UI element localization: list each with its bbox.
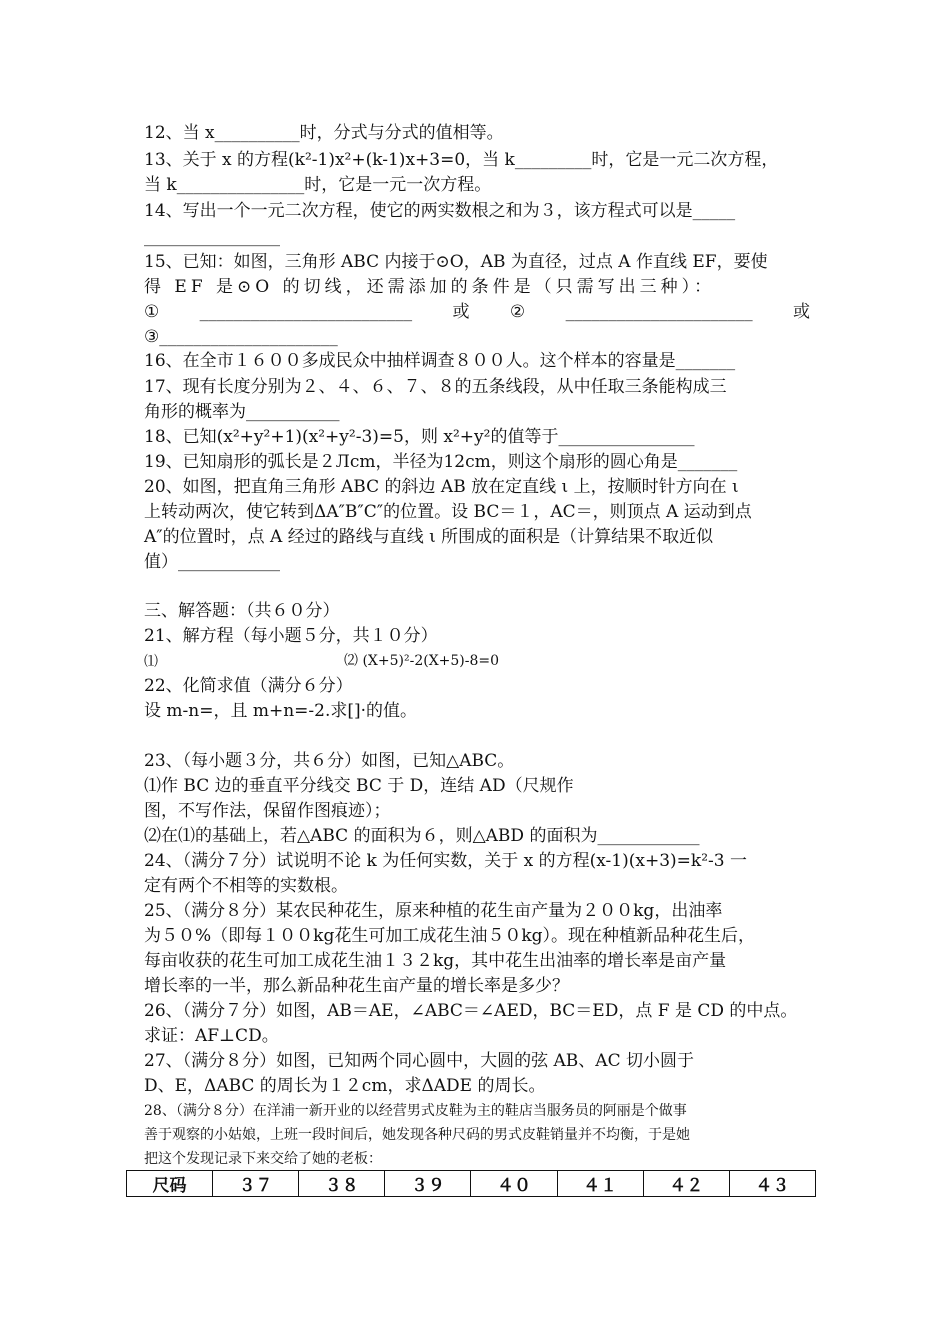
question-16: 16、在全市１６００多成民众中抽样调查８００人。这个样本的容量是_______ <box>144 351 736 371</box>
section-heading: 三、解答题：（共６０分） <box>144 601 340 621</box>
question-13: 13、关于 x 的方程(k²-1)x²+(k-1)x+3=0，当 k_________时，它是一元二次方程， <box>144 150 779 170</box>
question-25: 25、（满分８分）某农民种花生，原来种植的花生亩产量为２００kg，出油率 <box>144 901 723 921</box>
question-26: 26、（满分７分）如图，AB＝AE，∠ABC＝∠AED，BC＝ED，点 F 是 CD 的中点。 <box>144 1001 798 1021</box>
question-20-cont-2: A″的位置时，点 A 经过的路线与直线 ι 所围成的面积是（计算结果不取近似 <box>144 527 714 547</box>
question-13-cont: 当 k_______________时，它是一元一次方程。 <box>144 175 492 195</box>
option-2-mark: ② <box>509 302 526 322</box>
question-21: 21、解方程（每小题５分，共１０分） <box>144 626 438 646</box>
question-23-part-1-cont: 图，不写作法，保留作图痕迹）； <box>144 801 391 821</box>
question-15-cont: 得 EF 是⊙O 的切线，还需添加的条件是（只需写出三种）： <box>144 277 716 297</box>
question-20-cont-3: 值）____________ <box>144 552 280 572</box>
question-25-cont-2: 每亩收获的花生可加工成花生油１３２kg，其中花生出油率的增长率是亩产量 <box>144 951 727 971</box>
part-1: ⑴ <box>144 654 158 670</box>
question-21-parts <box>144 650 500 673</box>
question-28-cont-1: 善于观察的小姑娘，上班一段时间后，她发现各种尺码的男式皮鞋销量并不均衡，于是她 <box>144 1127 690 1143</box>
question-19: 19、已知扇形的弧长是２Лcm，半径为12cm，则这个扇形的圆心角是_______ <box>144 452 738 472</box>
question-27: 27、（满分８分）如图，已知两个同心圆中，大圆的弦 AB、AC 切小圆于 <box>144 1051 694 1071</box>
question-24-cont: 定有两个不相等的实数根。 <box>144 876 348 896</box>
question-28-cont-2: 把这个发现记录下来交给了她的老板： <box>144 1151 382 1167</box>
size-cell: ４１ <box>557 1171 643 1197</box>
or-2: 或 <box>792 302 810 322</box>
size-cell: ３７ <box>213 1171 299 1197</box>
question-26-cont: 求证：AF⊥CD。 <box>144 1026 279 1046</box>
question-25-cont-3: 增长率的一半，那么新品种花生亩产量的增长率是多少？ <box>144 976 569 996</box>
question-22: 22、化简求值（满分６分） <box>144 676 353 696</box>
question-23-part-1: ⑴作 BC 边的垂直平分线交 BC 于 D，连结 AD（尺规作 <box>144 776 574 796</box>
question-27-cont: D、E，ΔABC 的周长为１２cm，求ΔADE 的周长。 <box>144 1076 546 1096</box>
option-1-blank: _________________________ <box>199 302 413 322</box>
table-header-cell: 尺码 <box>127 1171 213 1197</box>
question-20-cont-1: 上转动两次，使它转到ΔA″B″C″的位置。设 BC＝１，AC＝，则顶点 A 运动到点 <box>144 502 752 522</box>
question-24: 24、（满分７分）试说明不论 k 为任何实数，关于 x 的方程(x-1)(x+3)=k²-3 一 <box>144 851 747 871</box>
table-row <box>127 1171 816 1197</box>
question-20: 20、如图，把直角三角形 ABC 的斜边 AB 放在定直线 ι 上，按顺时针方向在 ι <box>144 477 739 497</box>
size-cell: ４０ <box>471 1171 557 1197</box>
question-25-cont-1: 为５０%（即每１００kg花生可加工成花生油５０kg）。现在种植新品种花生后， <box>144 926 756 946</box>
question-15: 15、已知：如图，三角形 ABC 内接于⊙O，AB 为直径，过点 A 作直线 EF，要使 <box>144 252 768 272</box>
size-cell: ３９ <box>385 1171 471 1197</box>
question-22-cont: 设 m-n=，且 m+n=-2.求[]·的值。 <box>144 701 418 721</box>
size-cell: ３８ <box>299 1171 385 1197</box>
question-23: 23、（每小题３分，共６分）如图，已知△ABC。 <box>144 751 515 771</box>
question-14: 14、写出一个一元二次方程，使它的两实数根之和为３，该方程式可以是_____ <box>144 201 736 221</box>
question-17-cont: 角形的概率为___________ <box>144 402 340 422</box>
question-15-options <box>144 301 810 323</box>
size-cell: ４３ <box>729 1171 815 1197</box>
question-12: 12、当 x__________时，分式与分式的值相等。 <box>144 123 504 143</box>
size-cell: ４２ <box>643 1171 729 1197</box>
question-15-option-3: ③_____________________ <box>144 327 338 347</box>
part-2: ⑵ (X+5)²-2(X+5)-8=0 <box>344 653 500 669</box>
question-18: 18、已知(x²+y²+1)(x²+y²-3)=5，则 x²+y²的值等于________________ <box>144 427 695 447</box>
option-2-blank: ______________________ <box>565 302 753 322</box>
question-28: 28、（满分８分）在洋浦一新开业的以经营男式皮鞋为主的鞋店当服务员的阿丽是个做事 <box>144 1103 687 1119</box>
or-1: 或 <box>452 302 470 322</box>
question-14-blank: ________________ <box>144 227 280 247</box>
question-23-part-2: ⑵在⑴的基础上，若△ABC 的面积为６，则△ABD 的面积为____________ <box>144 826 700 846</box>
shoe-size-table <box>126 1170 816 1197</box>
question-17: 17、现有长度分别为２、４、６、７、８的五条线段，从中任取三条能构成三 <box>144 377 727 397</box>
option-1-mark: ① <box>144 302 160 322</box>
